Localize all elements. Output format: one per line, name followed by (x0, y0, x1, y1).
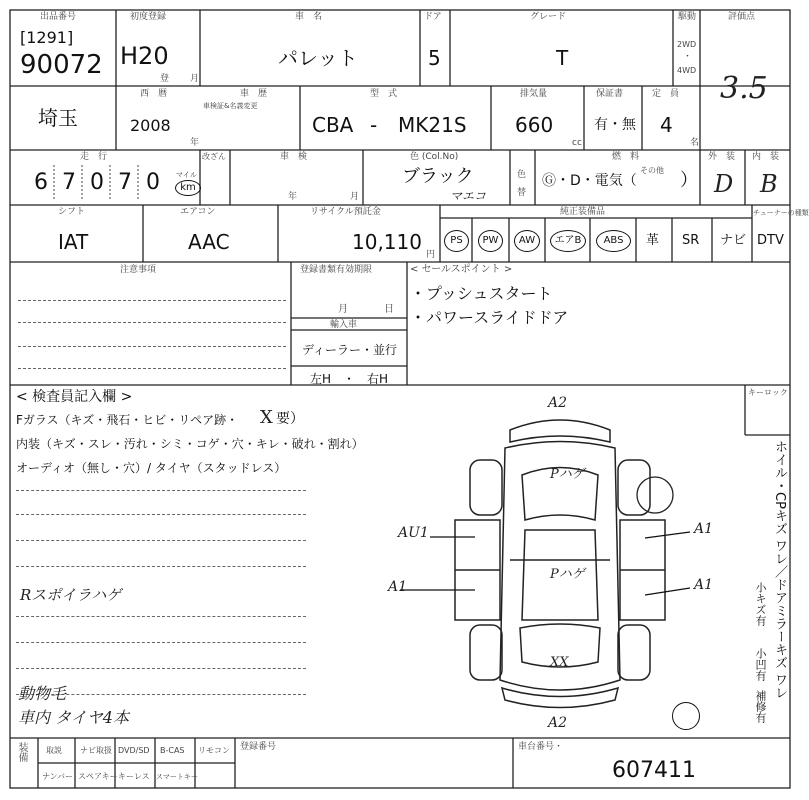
capacity-unit: 名 (690, 138, 700, 148)
displacement-unit: cc (572, 138, 582, 148)
steering-value: 左H ・ 右H (310, 372, 389, 386)
equipment-label: 純正装備品 (560, 207, 606, 217)
import-value: ディーラー・並行 (302, 343, 398, 357)
car-name: パレット (278, 46, 358, 70)
shift-label: シフト (58, 207, 86, 217)
equip-aw: AW (514, 230, 540, 252)
displacement: 660 (515, 113, 554, 137)
lot-prefix: [1291] (20, 28, 74, 47)
equip-leather: 革 (646, 233, 660, 248)
lot-label: 出品番号 (40, 12, 77, 22)
drive-dot: ・ (683, 52, 693, 62)
inspector-line-glass: Fガラス（キズ・飛石・ヒビ・リペア跡・ (16, 413, 239, 427)
mileage-digit-4: 7 (118, 170, 132, 195)
interior-label: 内 装 (752, 152, 780, 162)
footer-number-plate: ナンバー (42, 772, 74, 781)
first-reg-sub: 登 (160, 74, 170, 84)
handwritten-pet-hair: 動物毛 (18, 684, 67, 703)
marker-circle (672, 702, 700, 730)
mileage-digit-5: 0 (146, 170, 160, 195)
equip-navi: ナビ (720, 233, 747, 248)
color-change-sub: 替 (517, 188, 527, 198)
fuel-label: 燃 料 (612, 152, 640, 162)
registration-day: 日 (384, 304, 394, 315)
car-name-label: 車 名 (295, 12, 323, 22)
color-change-label: 色 (517, 170, 527, 180)
region: 埼玉 (38, 106, 78, 130)
equip-airbag: エアB (550, 230, 586, 252)
mark-left-rear-door: A1 (388, 579, 408, 595)
handwritten-spoiler-note: Rスポイラハゲ (20, 586, 122, 604)
inspector-line-audio: オーディオ（無し・穴）/ タイヤ（スタッドレス） (16, 461, 287, 475)
repaint-note: 補修有 (754, 690, 767, 723)
model-label: 型 式 (370, 89, 398, 99)
model-code: MK21S (398, 113, 467, 137)
shift-value: IAT (58, 230, 89, 254)
exterior-grade: D (714, 170, 734, 198)
history-label: 車 歴 (240, 89, 268, 99)
model-dash: - (370, 113, 378, 137)
odometer-label: 改ざん (202, 152, 226, 161)
footer-dvd: DVD/SD (118, 746, 150, 755)
equip-pw: PW (478, 230, 503, 252)
mileage-digit-3: 0 (90, 170, 104, 195)
drive-2wd: 2WD (677, 40, 697, 49)
vertical-damage-legend: ホイル・CPキズ ワレ／ドアミラーキズ ワレ (772, 440, 787, 700)
equip-sunroof: SR (682, 233, 700, 248)
footer-bcas: B-CAS (160, 746, 185, 755)
chassis-number: 607411 (612, 758, 696, 783)
footer-remote: リモコン (198, 746, 230, 755)
recycle-label: リサイクル預託金 (310, 207, 381, 217)
capacity: 4 (660, 113, 673, 137)
footer-equip-label: 装備 (16, 742, 27, 762)
color-value: ブラック (402, 166, 474, 187)
glass-required: 要） (276, 411, 304, 427)
ac-label: エアコン (180, 207, 216, 217)
footer-smart-key: スマートキー (156, 773, 198, 781)
mileage-digit-2: 7 (62, 170, 76, 195)
mark-right-rear-door: A1 (694, 577, 714, 593)
tuner-label: チューナーの種類 (753, 209, 809, 217)
capacity-label: 定 員 (652, 89, 680, 99)
grade-value: T (556, 46, 569, 70)
exterior-label: 外 装 (708, 152, 736, 162)
mark-hood: Pハゲ (550, 467, 585, 482)
recycle-unit: 円 (426, 250, 436, 260)
drive-label: 駆動 (678, 12, 697, 22)
model-year-unit: 年 (190, 138, 200, 148)
fuel-value: Ⓖ・D・電気（ (542, 173, 637, 189)
import-label: 輸入車 (330, 320, 358, 330)
registration-month: 月 (338, 304, 348, 315)
first-reg-value: H20 (120, 42, 169, 70)
inspector-title: < 検査員記入欄 > (16, 389, 133, 405)
glass-x-mark: X (260, 407, 273, 428)
small-scratch-note: 小キズ有 (754, 582, 767, 626)
color-note: マエコ (450, 189, 487, 203)
first-reg-label: 初度登録 (130, 12, 167, 22)
footer-navi-manual: ナビ取扱 (80, 746, 112, 755)
mark-right-front-door: A1 (694, 521, 714, 537)
color-label: 色 (Col.No) (410, 152, 459, 162)
mark-rear: XX (550, 655, 569, 670)
score-label: 評価点 (728, 12, 756, 22)
first-reg-month-unit: 月 (190, 74, 200, 84)
recycle-fee: 10,110 (352, 230, 422, 254)
model-year: 2008 (130, 116, 171, 135)
warranty-value: 有・無 (594, 117, 636, 133)
fuel-close: ） (680, 170, 698, 191)
shaken-year-unit: 年 (288, 192, 298, 202)
chassis-label: 車台番号・ (518, 742, 564, 752)
mark-rear-bumper: A2 (548, 715, 568, 731)
handwritten-tires: 車内 タイヤ4本 (18, 708, 129, 727)
keylock-label: キーロック (748, 388, 788, 397)
shaken-label: 車 検 (280, 152, 308, 162)
fuel-other: その他 (640, 166, 664, 175)
footer-manual: 取説 (46, 746, 62, 755)
mileage-label: 走 行 (80, 152, 108, 162)
registration-number-label: 登録番号 (240, 742, 277, 752)
ac-value: AAC (188, 230, 230, 254)
door-label: ドア (424, 12, 442, 22)
inspector-line-interior: 内装（キズ・スレ・汚れ・シミ・コゲ・穴・キレ・破れ・割れ） (16, 437, 364, 451)
sales-label: < セールスポイント > (410, 264, 513, 275)
caution-label: 注意事項 (120, 265, 157, 275)
sales-point-1: ・プッシュスタート (410, 284, 553, 303)
mileage-unit-mile: マイル (176, 171, 197, 179)
mileage-unit-km: km (175, 180, 201, 196)
shaken-month-unit: 月 (350, 192, 360, 202)
interior-grade: B (760, 170, 778, 198)
small-dent-note: 小凹有 (754, 648, 767, 681)
mark-roof: Pハゲ (550, 567, 585, 582)
mark-left-front-door: AU1 (398, 525, 429, 541)
year-label: 西 暦 (140, 89, 168, 99)
equip-dtv: DTV (757, 233, 784, 248)
door-count: 5 (428, 46, 441, 70)
drive-4wd: 4WD (677, 66, 697, 75)
sales-point-2: ・パワースライドドア (410, 308, 569, 327)
model-prefix: CBA (312, 113, 354, 137)
footer-spare-key: スペアキー (78, 772, 118, 781)
mileage-digit-1: 6 (34, 170, 48, 195)
lot-number: 90072 (20, 50, 103, 80)
warranty-label: 保証書 (596, 89, 624, 99)
equip-ps: PS (444, 230, 469, 252)
equip-abs: ABS (596, 230, 631, 252)
footer-keyless: キーレス (118, 772, 150, 781)
registration-label: 登録書類有効期限 (300, 265, 373, 275)
history-sub: 車検証&名義変更 (203, 102, 258, 110)
grade-label: グレード (530, 12, 567, 22)
mark-front-bumper: A2 (548, 395, 568, 411)
score-value: 3.5 (720, 71, 768, 106)
car-damage-diagram (440, 400, 680, 730)
displacement-label: 排気量 (520, 89, 548, 99)
